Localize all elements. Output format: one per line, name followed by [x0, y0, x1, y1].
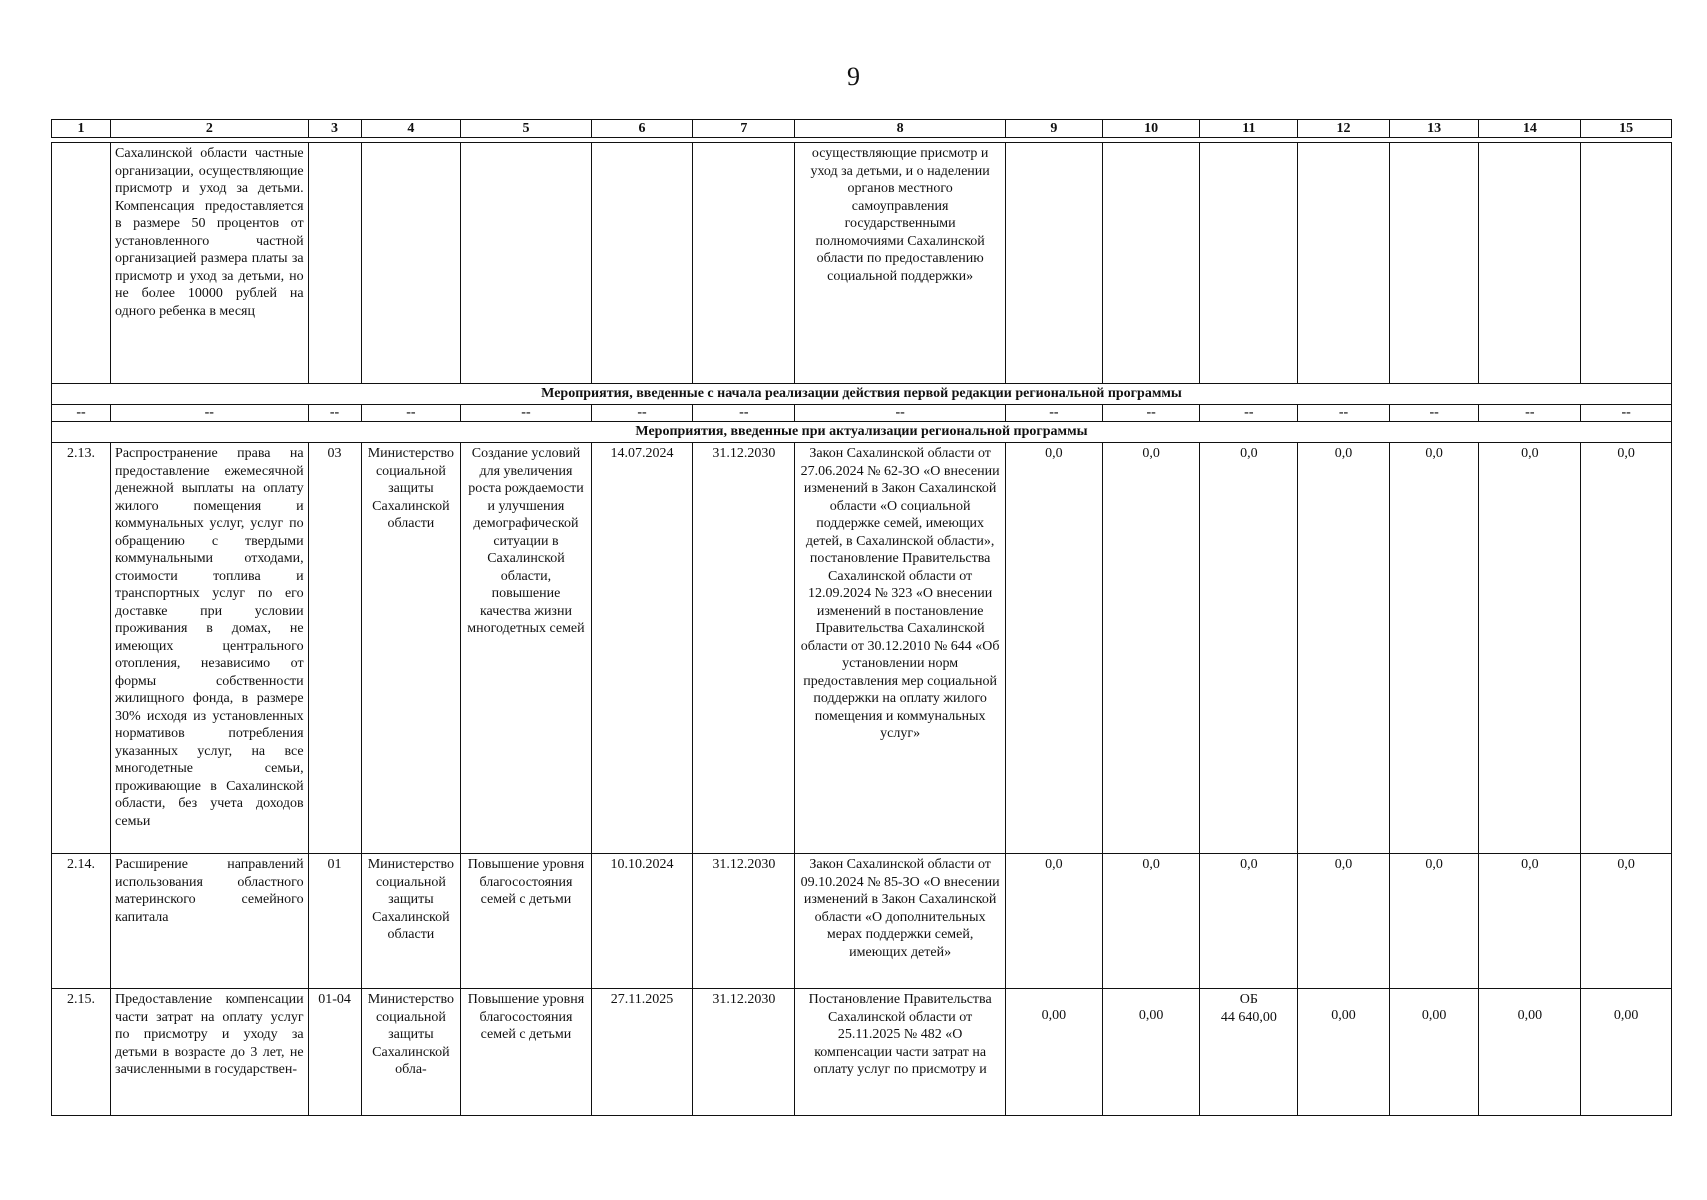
dash-cell: -- [693, 405, 795, 422]
cell-code: 03 [308, 443, 361, 854]
table-row-continuation [52, 143, 1672, 384]
column-header: 5 [461, 120, 591, 138]
table-row [52, 989, 1672, 1116]
cell-value: 0,0 [1389, 854, 1479, 989]
cell-value [1006, 143, 1103, 384]
dash-cell: -- [1006, 405, 1103, 422]
cell-goal: Повышение уровня благосостояния семей с детьми [461, 854, 591, 989]
cell-value: 0,00 [1298, 989, 1390, 1116]
column-header: 13 [1389, 120, 1479, 138]
cell-num: 2.13. [52, 443, 111, 854]
dash-cell: -- [461, 405, 591, 422]
column-header: 15 [1581, 120, 1672, 138]
cell-act: Закон Сахалинской области от 09.10.2024 № 85-ЗО «О внесении изменений в Закон Сахалинской области «О дополнительных мерах поддержки семей, имеющих детей» [795, 854, 1006, 989]
column-header: 1 [52, 120, 111, 138]
column-header: 11 [1200, 120, 1298, 138]
column-header: 9 [1006, 120, 1103, 138]
cell-act: осуществляющие присмотр и уход за детьми, и о наделении органов местного самоуправления государственными полномочиями Сахалинской области по предоставлению социальной поддержки» [795, 143, 1006, 384]
cell-end [693, 143, 795, 384]
cell-value: 0,0 [1200, 854, 1298, 989]
cell-name: Расширение направлений использования областного материнского семейного капитала [111, 854, 309, 989]
cell-executor: Министерство социальной защиты Сахалинской области [361, 443, 461, 854]
column-header: 3 [308, 120, 361, 138]
column-header: 7 [693, 120, 795, 138]
cell-value: 0,0 [1581, 854, 1672, 989]
cell-name: Распространение права на предоставление ежемесячной денежной выплаты на оплату жилого помещения и коммунальных услуг, услуг по обращению с твердыми коммунальными отходами, стоимости топлива и транспортных услуг по его доставке при условии проживания в домах, не имеющих центрального отопления, независимо от формы собственности жилищного фонда, в размере 30% исходя из установленных нормативов потребления указанных услуг, на все многодетные семьи, проживающие в Сахалинской области, без учета доходов семьи [111, 443, 309, 854]
cell-executor: Министерство социальной защиты Сахалинской области [361, 854, 461, 989]
cell-value [1479, 143, 1581, 384]
dash-cell: -- [1102, 405, 1200, 422]
measures-table [51, 119, 1672, 1116]
cell-value [1200, 143, 1298, 384]
cell-value: 0,0 [1298, 443, 1390, 854]
cell-value: 0,00 [1581, 989, 1672, 1116]
cell-value-funding [1200, 989, 1298, 1116]
column-header: 12 [1298, 120, 1390, 138]
cell-executor: Министерство социальной защиты Сахалинской обла- [361, 989, 461, 1116]
cell-value: 0,00 [1389, 989, 1479, 1116]
cell-value [1102, 143, 1200, 384]
cell-end: 31.12.2030 [693, 854, 795, 989]
cell-value [1389, 143, 1479, 384]
empty-dash-row [52, 405, 1672, 422]
column-header: 2 [111, 120, 309, 138]
dash-cell: -- [1389, 405, 1479, 422]
cell-name: Сахалинской области частные организации, осуществляющие присмотр и уход за детьми. Компенсация предоставляется в размере 50 процентов от установленного частной организацией размера платы за присмотр и уход за детьми, но не более 10000 рублей на одного ребенка в месяц [111, 143, 309, 384]
cell-value: 0,0 [1006, 443, 1103, 854]
dash-cell: -- [361, 405, 461, 422]
table-row [52, 854, 1672, 989]
dash-cell: -- [111, 405, 309, 422]
cell-value: 0,00 [1479, 989, 1581, 1116]
dash-cell: -- [1298, 405, 1390, 422]
cell-value: 0,0 [1581, 443, 1672, 854]
cell-name: Предоставление компенсации части затрат на оплату услуг по присмотру и уходу за детьми в возрасте до 3 лет, не зачисленными в государствен- [111, 989, 309, 1116]
dash-cell: -- [308, 405, 361, 422]
funding-amount: 44 640,00 [1220, 1009, 1277, 1025]
table-row [52, 443, 1672, 854]
cell-value [1581, 143, 1672, 384]
cell-num [52, 143, 111, 384]
cell-code: 01-04 [308, 989, 361, 1116]
dash-cell: -- [1581, 405, 1672, 422]
section-heading-row [52, 384, 1672, 405]
cell-value: 0,0 [1389, 443, 1479, 854]
dash-cell: -- [52, 405, 111, 422]
cell-act: Постановление Правительства Сахалинской области от 25.11.2025 № 482 «О компенсации части затрат на оплату услуг по присмотру и [795, 989, 1006, 1116]
cell-start: 27.11.2025 [591, 989, 693, 1116]
cell-start [591, 143, 693, 384]
cell-executor [361, 143, 461, 384]
column-number-row [52, 120, 1672, 138]
cell-value: 0,0 [1298, 854, 1390, 989]
column-header: 4 [361, 120, 461, 138]
page-number: 9 [847, 62, 860, 91]
dash-cell: -- [1479, 405, 1581, 422]
cell-act: Закон Сахалинской области от 27.06.2024 № 62-ЗО «О внесении изменений в Закон Сахалинской области «О социальной поддержке семей, имеющих детей, в Сахалинской области», постановление Правительства Сахалинской области от 12.09.2024 № 323 «О внесении изменений в постановление Правительства Сахалинской области от 30.12.2010 № 644 «Об установлении норм предоставления мер социальной поддержки на оплату жилого помещения и коммунальных услуг» [795, 443, 1006, 854]
section-heading-update: Мероприятия, введенные при актуализации региональной программы [52, 422, 1672, 443]
cell-start: 10.10.2024 [591, 854, 693, 989]
cell-value: 0,0 [1479, 443, 1581, 854]
cell-value: 0,00 [1006, 989, 1103, 1116]
cell-value [1298, 143, 1390, 384]
cell-value: 0,0 [1006, 854, 1103, 989]
dash-cell: -- [591, 405, 693, 422]
column-header: 6 [591, 120, 693, 138]
section-heading-first-edition: Мероприятия, введенные с начала реализации действия первой редакции региональной программы [52, 384, 1672, 405]
cell-end: 31.12.2030 [693, 989, 795, 1116]
cell-value: 0,0 [1102, 443, 1200, 854]
column-header: 10 [1102, 120, 1200, 138]
cell-value: 0,0 [1102, 854, 1200, 989]
column-header: 14 [1479, 120, 1581, 138]
column-header: 8 [795, 120, 1006, 138]
cell-code: 01 [308, 854, 361, 989]
cell-num: 2.14. [52, 854, 111, 989]
cell-value: 0,0 [1200, 443, 1298, 854]
cell-code [308, 143, 361, 384]
section-heading-row [52, 422, 1672, 443]
dash-cell: -- [1200, 405, 1298, 422]
cell-start: 14.07.2024 [591, 443, 693, 854]
dash-cell: -- [795, 405, 1006, 422]
cell-goal [461, 143, 591, 384]
cell-value: 0,0 [1479, 854, 1581, 989]
cell-goal: Создание условий для увеличения роста рождаемости и улучшения демографической ситуации в Сахалинской области, повышение качества жизни многодетных семей [461, 443, 591, 854]
funding-source-label: ОБ [1239, 992, 1258, 1007]
cell-num: 2.15. [52, 989, 111, 1116]
cell-goal: Повышение уровня благосостояния семей с детьми [461, 989, 591, 1116]
cell-value: 0,00 [1102, 989, 1200, 1116]
cell-end: 31.12.2030 [693, 443, 795, 854]
